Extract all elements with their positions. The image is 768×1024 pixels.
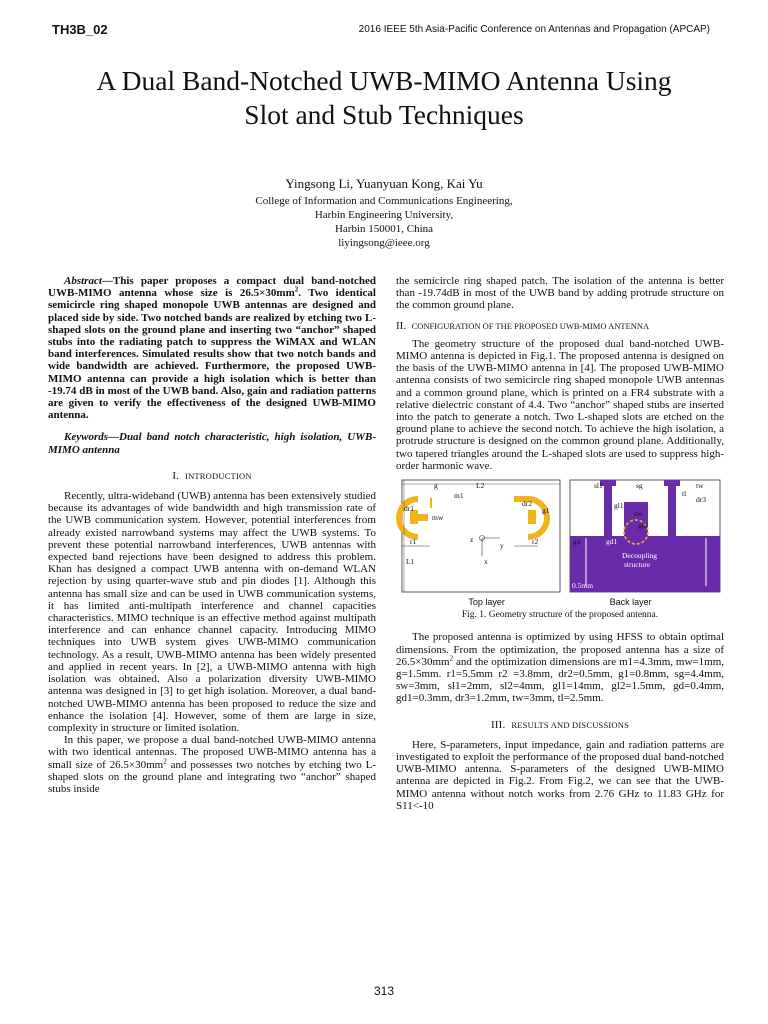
section-number: II. — [396, 319, 407, 332]
label-l2: L2 — [476, 481, 485, 491]
intro-p2-sup: 2 — [163, 756, 167, 765]
label-mw: mw — [432, 513, 444, 523]
results-paragraph-1: Here, S-parameters, input impedance, gain and radiation patterns are investigated to exploit the performance of the proposed dual band-notched UWB-MIMO antenna. S-parameters of the designed UWB-MIMO antenna are depicted in Fig.2. From Fig.2, we can see that the UWB-MIMO antenna without notch works from 2.76 GHz to 11.83 GHz for S11<-10 — [396, 738, 724, 812]
label-g1: g1 — [542, 506, 550, 516]
label-tl: tl — [682, 489, 687, 499]
section-heading-results — [396, 719, 724, 731]
conference-header: 2016 IEEE 5th Asia-Pacific Conference on Antennas and Propagation (APCAP) — [358, 24, 710, 35]
label-l1: L1 — [406, 557, 415, 567]
label-sl1: sl1 — [594, 481, 603, 491]
section-title: CONFIGURATION OF THE PROPOSED UWB-MIMO ANTENNA — [411, 320, 650, 331]
label-sg: sg — [636, 481, 643, 491]
label-decoupling: Decoupling — [622, 551, 657, 561]
label-tw: tw — [696, 481, 704, 491]
intro-p2-text-a: In this paper, we propose a dual band-notched UWB-MIMO antenna with two identical antennas. The proposed UWB-MIMO antenna has a small size of 26.5×30mm — [48, 734, 376, 771]
protrude-stub-left — [604, 486, 612, 536]
label-gd1: gd1 — [606, 537, 618, 547]
decoupling-block — [624, 502, 648, 536]
left-feed — [418, 514, 428, 521]
label-0-5mm: 0.5mm — [572, 581, 594, 591]
protrude-stub-right — [668, 486, 676, 536]
title-line-1: A Dual Band-Notched UWB-MIMO Antenna Using — [96, 65, 672, 96]
keywords-label: Keywords — [64, 431, 108, 444]
label-dr1: dr1 — [404, 504, 414, 514]
label-m1: m1 — [454, 491, 464, 501]
affiliation-university: Harbin Engineering University, — [314, 209, 454, 221]
top-layer-caption: Top layer — [468, 597, 505, 608]
config-p2-sup: 2 — [449, 654, 454, 663]
session-code: TH3B_02 — [52, 22, 108, 37]
intro-paragraph-2 — [48, 734, 376, 795]
label-dr2: dr2 — [522, 499, 532, 509]
label-x: x — [484, 557, 488, 567]
intro-paragraph-2-continued: the semicircle ring shaped patch. The isolation of the antenna is better than -19.74dB in most of the UWB band by adding protrude structure on the common ground plane. — [396, 275, 724, 312]
config-p2-text-a: The proposed antenna is optimized by using HFSS to obtain optimal dimensions. From the optimization, the proposed antenna has a size of 26.5×30mm — [396, 631, 724, 668]
label-gd: gd — [573, 537, 581, 547]
right-anchor-stub — [528, 510, 536, 524]
abstract-label: Abstract — [64, 275, 102, 287]
label-dr3: dr3 — [696, 495, 706, 505]
authors: Yingsong Li, Yuanyuan Kong, Kai Yu — [285, 176, 483, 191]
figure-1-caption: Fig. 1. Geometry structure of the proposed antenna. — [461, 610, 659, 621]
author-email: liyingsong@ieee.org — [338, 237, 430, 249]
label-r1: r1 — [410, 537, 417, 547]
affiliation — [0, 194, 768, 250]
abstract-sup: 2 — [294, 285, 299, 294]
config-paragraph-1: The geometry structure of the proposed dual band-notched UWB-MIMO antenna is depicted in Fig.1. The proposed antenna is designed on the basis of the UWB-MIMO antenna in [4]. The proposed UWB-MIMO antenna consists of two semicircle ring shaped monopole UWB antennas and a common ground plane, which is printed on a FR4 substrate with a relative dielectric constant of 4.4. Two “anchor” shaped stubs are inserted into the patch to generate a notch. Two L-shaped slots are etched on the ground plane to achieve the second notch. To achieve the high isolation, a protrude structure is designed on the common ground plane. Additionally, two tapered triangles around the L-shaped slots are used to suppress high-order harmonic wave. — [396, 337, 724, 472]
intro-p2-text-b: and possesses two notches by etching two L-shaped slots on the ground plane and integrating two “anchor” shaped stubs inside — [48, 758, 376, 795]
label-gl2: gl2 — [638, 521, 648, 531]
paper-title — [40, 64, 728, 132]
label-structure: structure — [624, 560, 651, 570]
figure-layer-labels — [396, 596, 724, 608]
section-number: I. — [172, 469, 180, 482]
abstract-text-a: —This paper proposes a compact dual band-notched UWB-MIMO antenna whose size is 26.5×30mm — [48, 275, 376, 300]
intro-paragraph-1: Recently, ultra-wideband (UWB) antenna has been extensively studied because its advantages of wide bandwidth and high transmission rate of the UWB communication system. However, potential interferences from already existed narrowband systems may affect the UWB systems. To prevent these potential narrowband interferences, UWB antennas with expected band rejections have been designed to address this problem. Khan has designed a compact UWB antenna with on-demand WLAN rejection by using quarter-wave stub and pin diodes [1]. Although this antenna has small size and can be used in UWB communication systems, it has limited anti-multipath interference and channel capacities characteristics. MIMO technique is an effective method against multipath interference and can enhance channel capacity. Introducing MIMO techniques into UWB system gives UWB-MIMO communication technology. As a result, UWB-MIMO antenna has been widely presented and applied in recent years. In [2], a UWB-MIMO antenna with high isolation was obtained. Also a polarization diversity UWB-MIMO antenna was designed in [3] to get high isolation. Moreover, a dual band-notched UWB-MIMO antenna has been proposed to reduce the size and enhance the isolation [4]. However, some of them are large in size, complexity in structure or limited isolation. — [48, 490, 376, 734]
back-layer-caption: Back layer — [609, 597, 652, 608]
left-stub-m1 — [430, 498, 432, 508]
antenna-geometry-diagram — [396, 476, 724, 594]
label-y: y — [500, 541, 504, 551]
config-p2-text-b: and the optimization dimensions are m1=4.3mm, mw=1mm, g=1.5mm. r1=5.5mm r2 =3.8mm, dr2=0.5mm, g1=0.8mm, sg=4.4mm, sw=3mm, sl1=2mm, sl2=4mm, gl1=14mm, gl2=1.5mm, gd=0.4mm, gd1=0.3mm, dr3=1.2mm, tw=3mm, tl=2.5mm. — [396, 655, 724, 705]
section-title: INTRODUCTION — [185, 470, 252, 481]
config-paragraph-2 — [396, 631, 724, 704]
affiliation-college: College of Information and Communications Engineering, — [255, 195, 513, 207]
section-heading-configuration — [396, 320, 724, 332]
section-number: III. — [490, 718, 506, 731]
section-heading-introduction — [48, 470, 376, 482]
affiliation-city: Harbin 150001, China — [334, 223, 434, 235]
title-line-2: Slot and Stub Techniques — [244, 99, 524, 130]
left-column — [48, 275, 376, 795]
label-r2: r2 — [532, 537, 539, 547]
label-z: z — [470, 535, 474, 545]
abstract-text-b: . Two identical semicircle ring shaped monopole UWB antennas are designed and placed side by side. Two notched bands are realized by etching two L-shaped slots on the ground plane and inserting two “anchor” shaped stubs into the radiating patch to suppress the WiMAX and WLAN band interferences. Simulated results show that two notch bands and wide bandwidth are achieved. Furthermore, the proposed UWB-MIMO antenna can provide a high isolation which is better than -19.74 dB in most of the UWB band. Also, gain and radiation patterns are given to verify the effectiveness of the designed UWB-MIMO antenna. — [48, 287, 376, 422]
page-number: 313 — [373, 984, 395, 998]
label-sw: sw — [634, 509, 643, 519]
figure-1 — [396, 476, 724, 594]
tapered-triangle-right — [664, 480, 680, 486]
keywords-text: —Dual band notch characteristic, high isolation, UWB-MIMO antenna — [48, 431, 376, 456]
keywords — [48, 431, 376, 455]
abstract — [48, 275, 376, 421]
section-title: RESULTS AND DISCUSSIONS — [511, 719, 630, 730]
right-column — [396, 275, 724, 812]
label-g: g — [434, 481, 438, 491]
label-gl1: gl1 — [614, 501, 624, 511]
